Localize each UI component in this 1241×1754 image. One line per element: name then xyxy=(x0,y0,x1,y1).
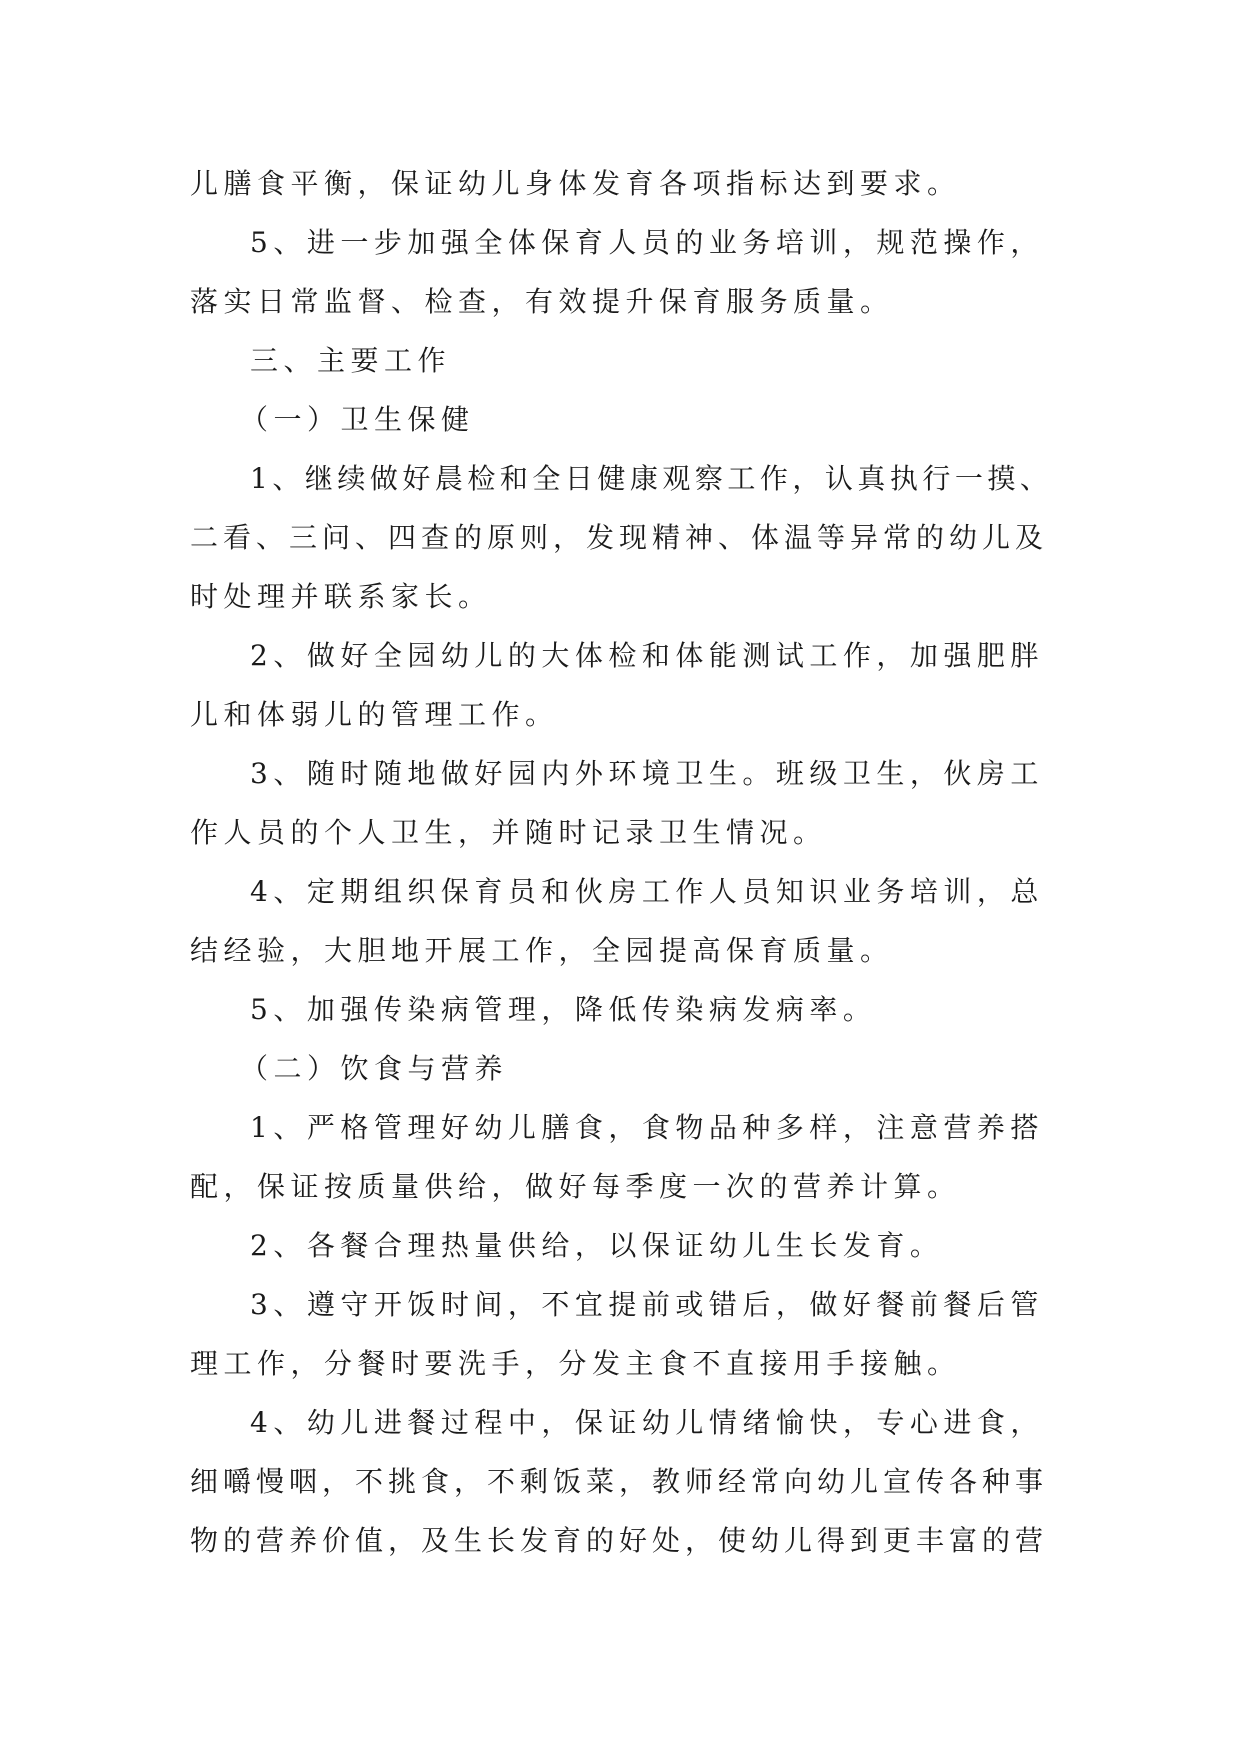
text-line: 5、进一步加强全体保育人员的业务培训，规范操作， xyxy=(250,226,1044,259)
text-line: 落实日常监督、检查，有效提升保育服务质量。 xyxy=(190,285,894,318)
text-line: 结经验，大胆地开展工作，全园提高保育质量。 xyxy=(190,934,894,967)
text-line: 3、随时随地做好园内外环境卫生。班级卫生，伙房工 xyxy=(250,757,1044,790)
subsection-heading: （一）卫生保健 xyxy=(240,403,475,436)
section-heading: 三、主要工作 xyxy=(250,344,452,377)
text-line: 理工作，分餐时要洗手，分发主食不直接用手接触。 xyxy=(190,1347,961,1380)
text-line: 儿膳食平衡，保证幼儿身体发育各项指标达到要求。 xyxy=(190,167,961,200)
text-line: 5、加强传染病管理，降低传染病发病率。 xyxy=(250,993,877,1026)
text-line: 作人员的个人卫生，并随时记录卫生情况。 xyxy=(190,816,827,849)
text-line: 1、严格管理好幼儿膳食，食物品种多样，注意营养搭 xyxy=(250,1111,1044,1144)
text-line: 2、各餐合理热量供给，以保证幼儿生长发育。 xyxy=(250,1229,944,1262)
text-line: 4、定期组织保育员和伙房工作人员知识业务培训，总 xyxy=(250,875,1044,908)
text-line: 物的营养价值，及生长发育的好处，使幼儿得到更丰富的营 xyxy=(190,1524,1049,1557)
text-line: 配，保证按质量供给，做好每季度一次的营养计算。 xyxy=(190,1170,961,1203)
text-line: 1、继续做好晨检和全日健康观察工作，认真执行一摸、 xyxy=(250,462,1053,495)
text-line: 细嚼慢咽，不挑食，不剩饭菜，教师经常向幼儿宣传各种事 xyxy=(190,1465,1049,1498)
text-line: 儿和体弱儿的管理工作。 xyxy=(190,698,559,731)
text-line: 2、做好全园幼儿的大体检和体能测试工作，加强肥胖 xyxy=(250,639,1044,672)
text-line: 4、幼儿进餐过程中，保证幼儿情绪愉快，专心进食， xyxy=(250,1406,1044,1439)
text-line: 3、遵守开饭时间，不宜提前或错后，做好餐前餐后管 xyxy=(250,1288,1044,1321)
text-line: 二看、三问、四查的原则，发现精神、体温等异常的幼儿及 xyxy=(190,521,1049,554)
text-line: 时处理并联系家长。 xyxy=(190,580,492,613)
subsection-heading: （二）饮食与营养 xyxy=(240,1052,509,1085)
